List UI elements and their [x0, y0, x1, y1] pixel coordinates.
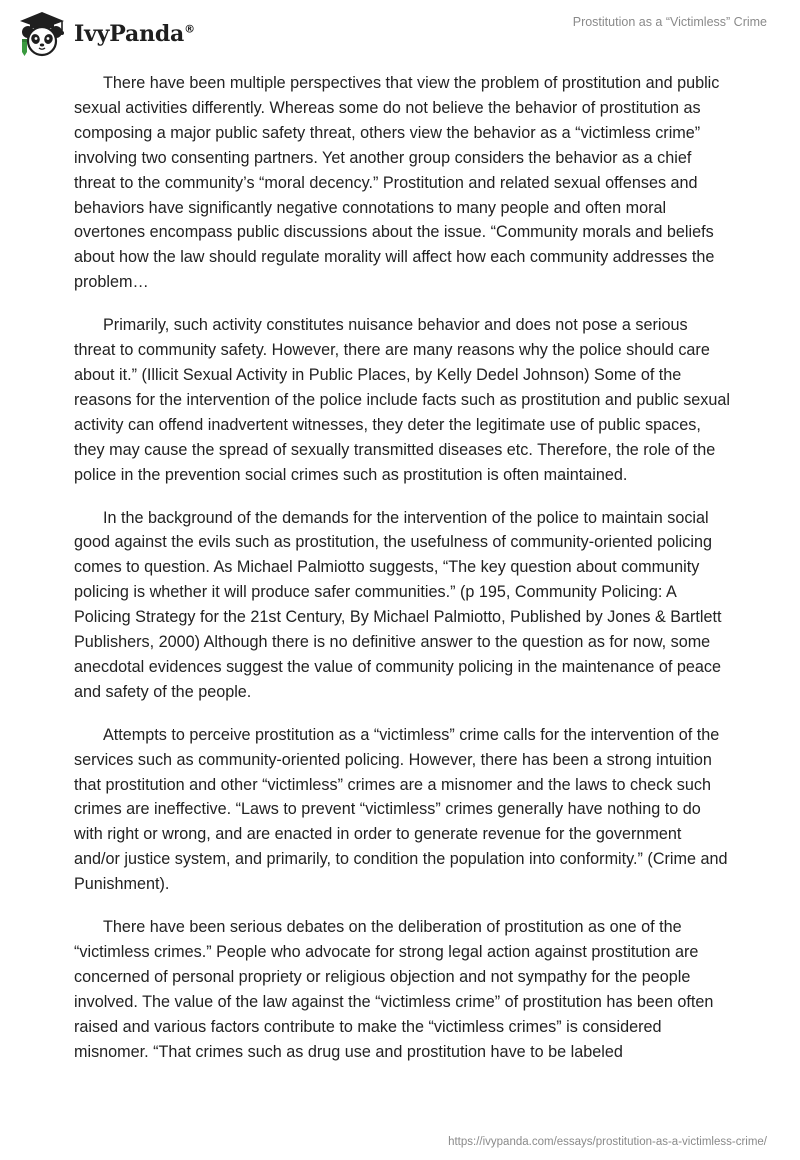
panda-graduate-icon — [14, 8, 70, 60]
source-url[interactable]: https://ivypanda.com/essays/prostitution-as-a-victimless-crime/ — [448, 1136, 767, 1148]
paragraph-3: In the background of the demands for the intervention of the police to maintain social good against the evils such as prostitution, the usefulness of community-oriented policing comes to question. As Michael Palmiotto suggests, “The key question about community policing is whether it will produce safer communities.” (p 195, Community Policing: A Policing Strategy for the 21st Century, By Michael Palmiotto, Published by Jones & Bartlett Publishers, 2000) Although there is no definitive answer to the question as for now, some anecdotal evidences suggest the value of community policing in the maintenance of peace and safety of the people. — [74, 508, 722, 701]
document-title: Prostitution as a “Victimless” Crime — [572, 15, 767, 29]
paragraph-2: Primarily, such activity constitutes nuisance behavior and does not pose a serious threat to community safety. However, there are many reasons why the police should care about it.” (Illicit Sexual Activity in Public Places, by Kelly Dedel Johnson) Some of the reasons for the intervention of the police include facts such as prostitution and public sexual activity can offend inadvertent witnesses, they deter the legitimate use of public spaces, they may cause the spread of sexually transmitted diseases etc. Therefore, the role of the police in the prevention social crimes such as prostitution is often maintained. — [74, 316, 730, 484]
essay-body — [74, 71, 730, 1083]
paragraph-5: There have been serious debates on the deliberation of prostitution as one of the “victimless crimes.” People who advocate for strong legal action against prostitution are concerned of personal propriety or religious objection and not sympathy for the people involved. The value of the law against the “victimless crime” of prostitution has been often raised and various factors contribute to make the “victimless crimes” is considered misnomer. “That crimes such as drug use and prostitution have to be labeled — [74, 918, 714, 1061]
brand-name: IvyPanda® — [74, 21, 195, 47]
page-header — [0, 0, 800, 64]
brand-logo[interactable] — [14, 8, 195, 60]
paragraph-1: There have been multiple perspectives that view the problem of prostitution and public sexual activities differently. Whereas some do not believe the behavior of prostitution as composing a major public safety threat, others view the behavior as a “victimless crime” involving two consenting partners. Yet another group considers the behavior as a chief threat to the community’s “moral decency.” Prostitution and related sexual offenses and behaviors have significantly negative connotations to many people and often moral overtones encompass public discussions about the issue. “Community morals and beliefs about how the law should regulate morality will affect how each community addresses the problem… — [74, 74, 720, 292]
paragraph-4: Attempts to perceive prostitution as a “victimless” crime calls for the intervention of the services such as community-oriented policing. However, there has been a strong intuition that prostitution and other “victimless” crimes are a misnomer and the laws to check such crimes are ineffective. “Laws to prevent “victimless” crimes generally have nothing to do with right or wrong, and are enacted in order to generate revenue for the government and/or justice system, and primarily, to condition the population into conformity.” (Crime and Punishment). — [74, 725, 728, 894]
